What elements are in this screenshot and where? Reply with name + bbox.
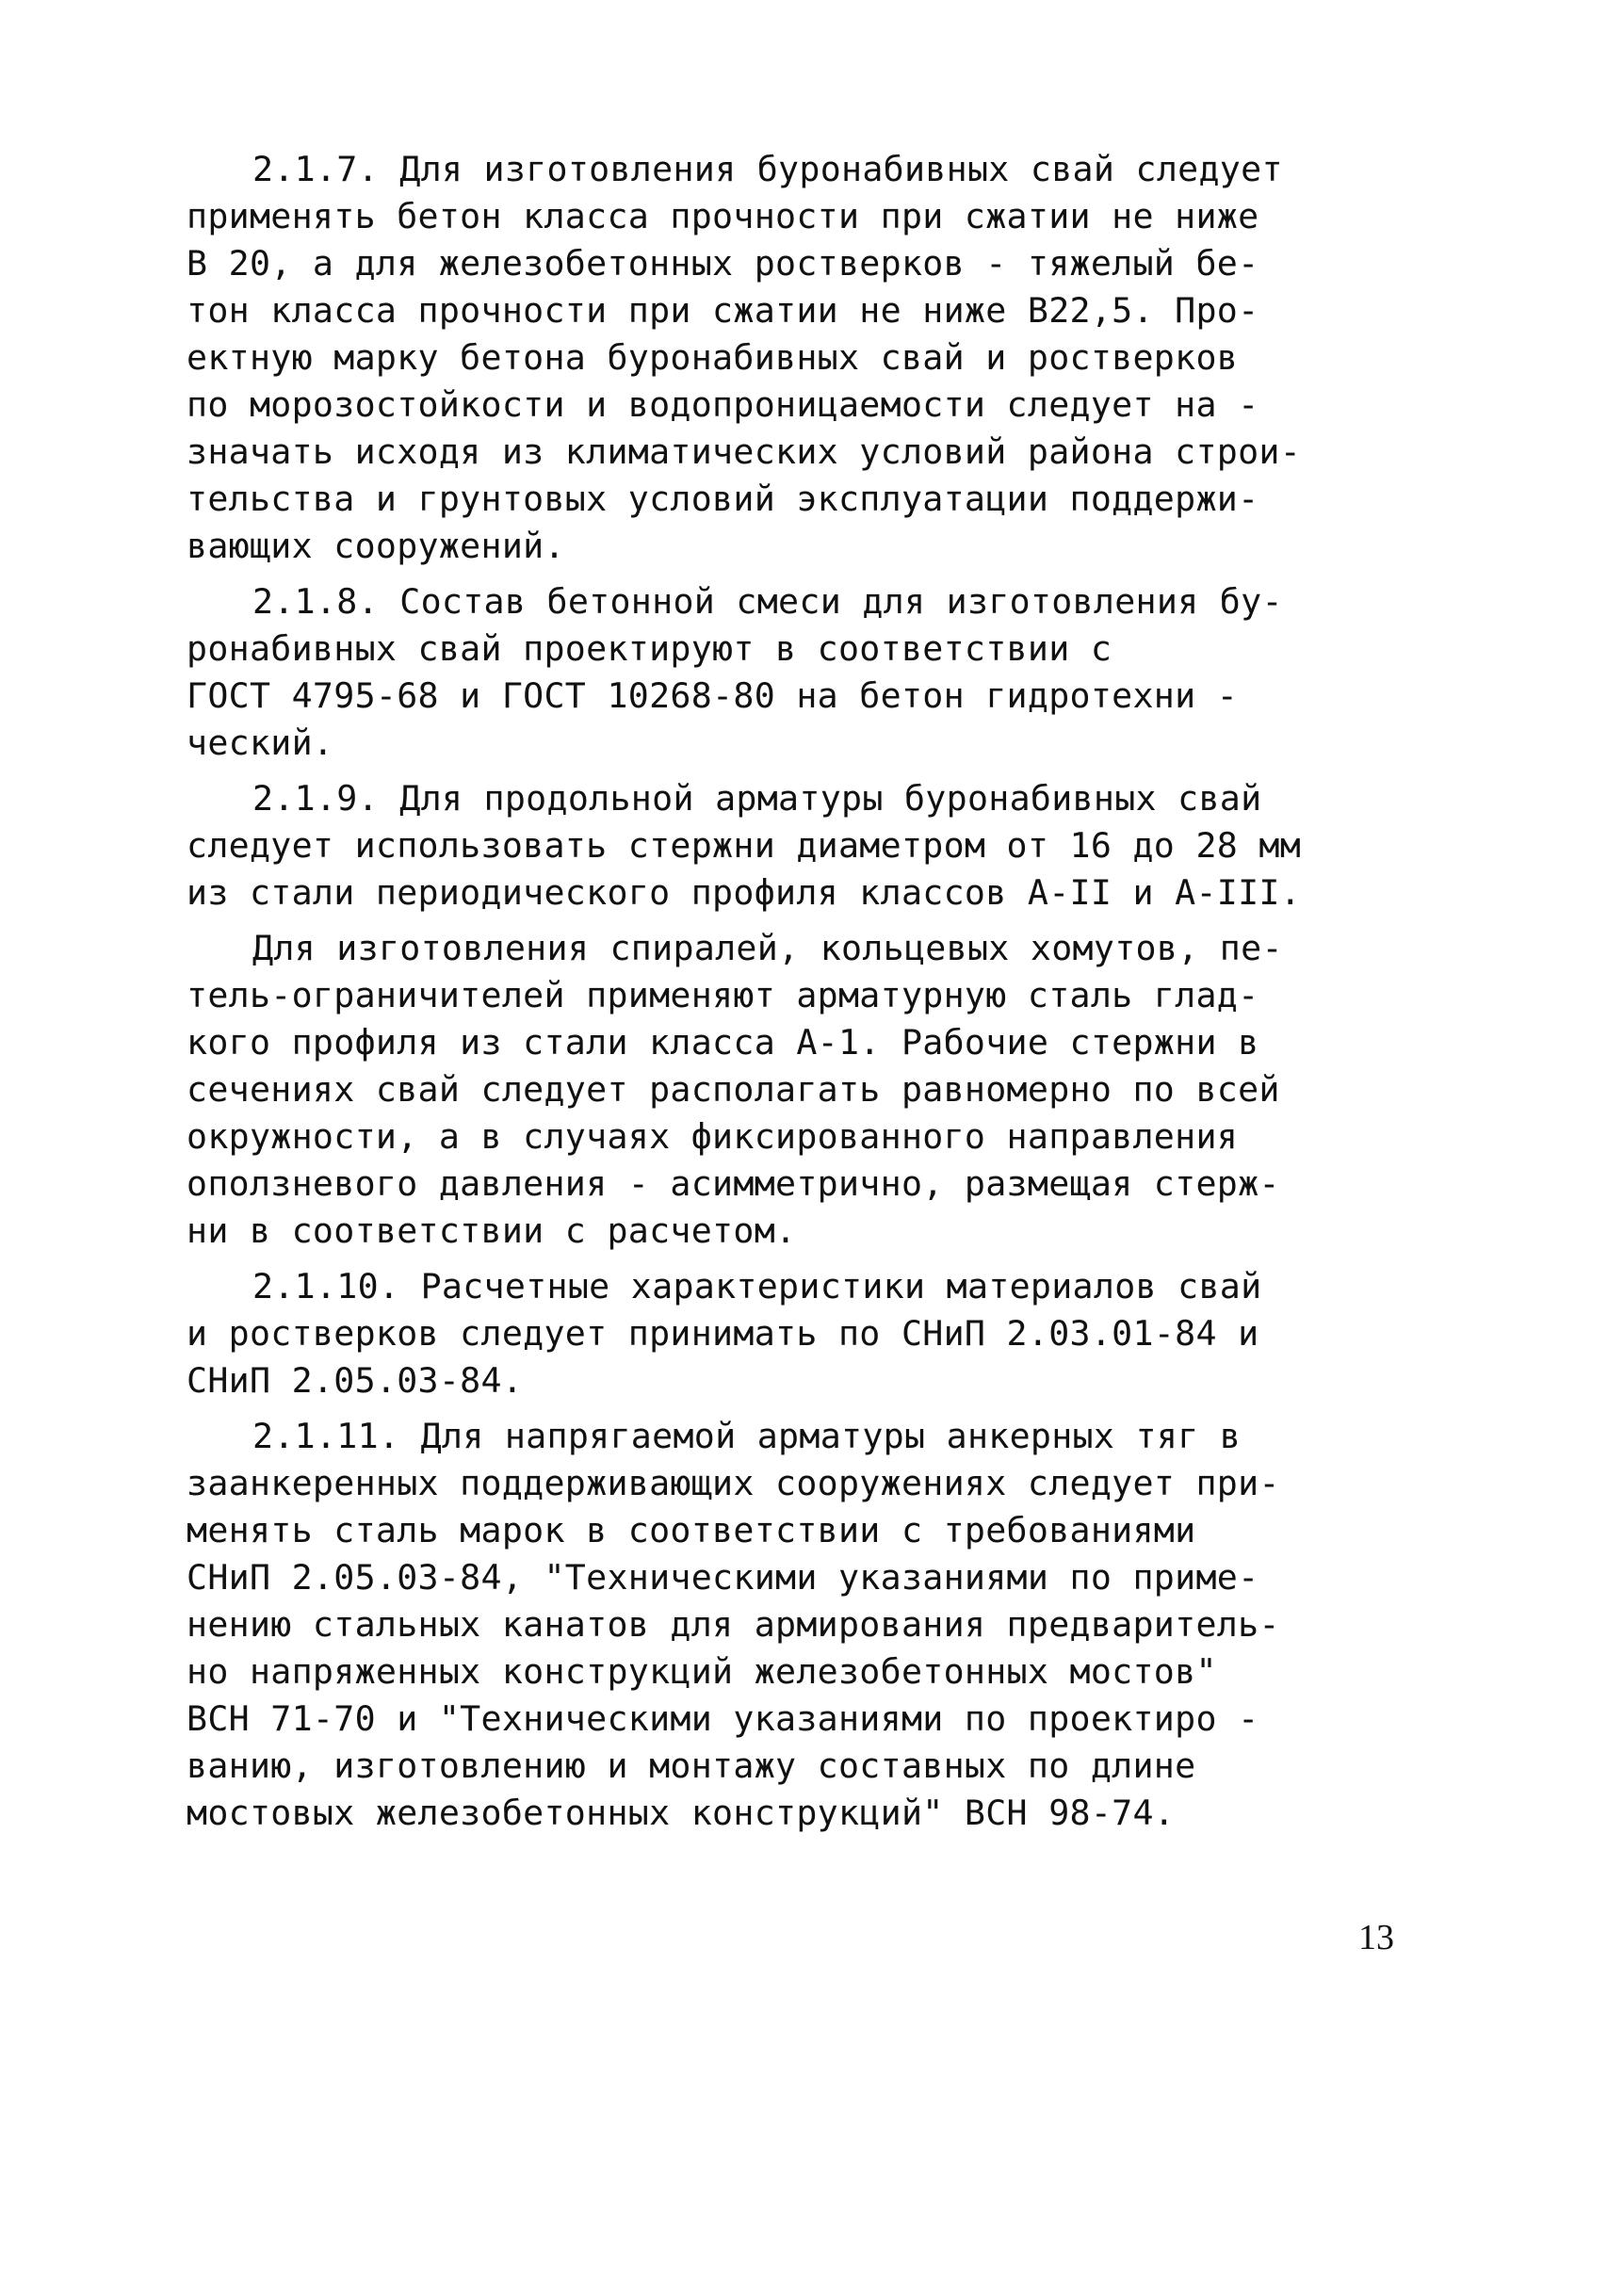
paragraph-gap — [187, 570, 1411, 578]
text-line: 2.1.7. Для изготовления буронабивных свай следует — [252, 149, 1283, 189]
text-line: 2.1.9. Для продольной арматуры буронабивных свай — [252, 778, 1262, 819]
text-line: тон класса прочности при сжатии не ниже В22,5. Про- — [187, 290, 1259, 331]
text-line: сечениях свай следует располагать равномерно по всей — [187, 1069, 1280, 1110]
text-line: менять сталь марок в соответствии с требованиями — [187, 1510, 1196, 1550]
text-line: мостовых железобетонных конструкций" ВСН 98-74. — [187, 1793, 1176, 1833]
text-line: нению стальных канатов для армирования предваритель- — [187, 1604, 1280, 1645]
text-line: В 20, а для железобетонных ростверков - тяжелый бе- — [187, 243, 1259, 284]
text-line: по морозостойкости и водопроницаемости следует на - — [187, 384, 1259, 425]
paragraph-gap — [187, 1255, 1411, 1263]
text-line: ни в соответствии с расчетом. — [187, 1210, 797, 1251]
text-line: кого профиля из стали класса А-1. Рабочие стержни в — [187, 1022, 1259, 1063]
paragraph-2-1-11 — [187, 1413, 1411, 1837]
text-line: ронабивных свай проектируют в соответствии с — [187, 628, 1112, 669]
text-line: СНиП 2.05.03-84, "Техническими указаниями по приме- — [187, 1557, 1259, 1598]
text-line: следует использовать стержни диаметром от 16 до 28 мм — [187, 825, 1302, 866]
text-line: из стали периодического профиля классов А-II и А-III. — [187, 872, 1302, 913]
text-line: 2.1.8. Состав бетонной смеси для изготовления бу- — [252, 581, 1283, 622]
paragraph-gap — [187, 1404, 1411, 1413]
text-line: ектную марку бетона буронабивных свай и ростверков — [187, 337, 1239, 378]
paragraph-2-1-8 — [187, 578, 1411, 767]
text-line: ванию, изготовлению и монтажу составных по длине — [187, 1745, 1196, 1786]
text-line: СНиП 2.05.03-84. — [187, 1360, 524, 1401]
text-line: ческий. — [187, 722, 334, 763]
paragraph-gap — [187, 917, 1411, 925]
text-line: тельства и грунтовых условий эксплуатации поддержи- — [187, 479, 1259, 519]
text-line: ГОСТ 4795-68 и ГОСТ 10268-80 на бетон гидротехни - — [187, 675, 1239, 716]
text-line: вающих сооружений. — [187, 526, 565, 566]
text-line: ВСН 71-70 и "Техническими указаниями по проектиро - — [187, 1698, 1259, 1739]
document-text — [187, 146, 1411, 1837]
paragraph-2-1-7 — [187, 146, 1411, 570]
text-line: тель-ограничителей применяют арматурную сталь глад- — [187, 975, 1259, 1015]
text-line: применять бетон класса прочности при сжатии не ниже — [187, 196, 1259, 236]
text-line: и ростверков следует принимать по СНиП 2.03.01-84 и — [187, 1313, 1259, 1354]
text-line: значать исходя из климатических условий района строи- — [187, 431, 1302, 472]
paragraph-2-1-10 — [187, 1263, 1411, 1404]
paragraph-gap — [187, 767, 1411, 775]
paragraph-spirals — [187, 925, 1411, 1255]
text-line: заанкеренных поддерживающих сооружениях следует при- — [187, 1463, 1280, 1503]
text-line: но напряженных конструкций железобетонных мостов" — [187, 1651, 1217, 1692]
text-line: окружности, а в случаях фиксированного направления — [187, 1116, 1239, 1157]
text-line: оползневого давления - асимметрично, размещая стерж- — [187, 1163, 1280, 1204]
text-line: 2.1.11. Для напрягаемой арматуры анкерных тяг в — [252, 1416, 1242, 1456]
text-line: Для изготовления спиралей, кольцевых хомутов, пе- — [252, 928, 1283, 968]
page-number: 13 — [1358, 1918, 1394, 1957]
text-line: 2.1.10. Расчетные характеристики материалов свай — [252, 1266, 1262, 1306]
paragraph-2-1-9 — [187, 775, 1411, 917]
